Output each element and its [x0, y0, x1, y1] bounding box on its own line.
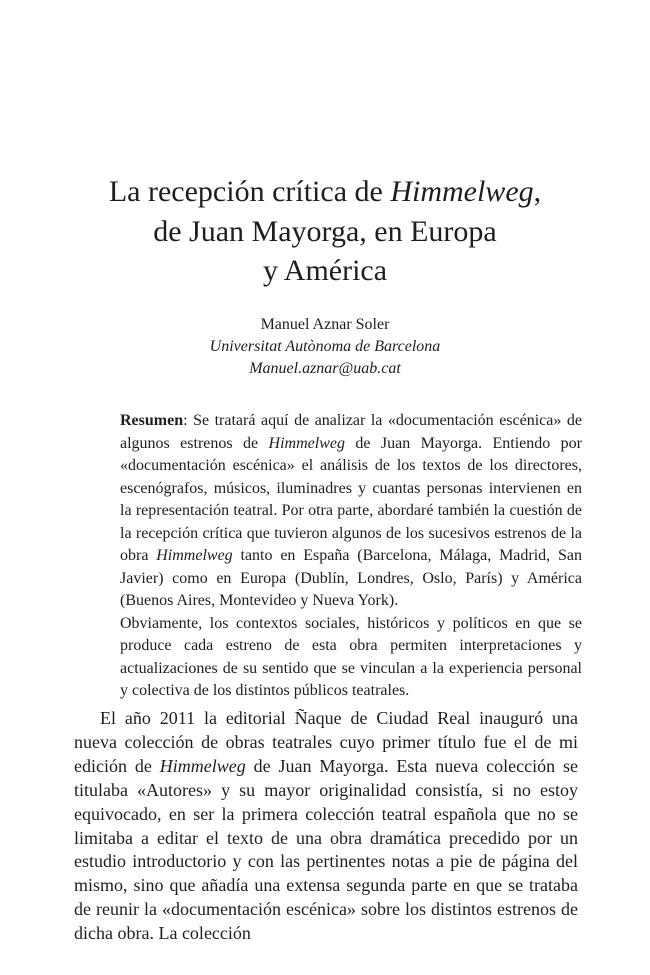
- abstract-text: de Juan Mayorga. Entiendo por «documentación escénica» el análisis de los textos de los directores, escenógrafos, músicos, iluminadres y cuantas personas intervienen en la representación teatral. Por otra parte, abordaré también la cuestión de la recepción crítica que tuvieron algunos de los sucesivos estrenos de la obra: [120, 434, 582, 564]
- author-email: Manuel.aznar@uab.cat: [249, 360, 401, 377]
- abstract-text: tanto en España (Barcelona, Málaga, Madrid, San Javier) como en Europa (Dublín, Londres, Oslo, París) y América (Buenos Aires, Montevideo y Nueva York).: [120, 547, 582, 609]
- title-comma: ,: [533, 175, 542, 208]
- author-block: [100, 314, 550, 380]
- body-paragraph: [74, 707, 578, 946]
- abstract: [120, 410, 582, 703]
- abstract-paragraph-1: [120, 410, 582, 613]
- body-text-span: El año 2011 la editorial Ñaque de Ciudad Real inauguró una nueva colección de obras teatrales cuyo primer título fue el de mi edición de: [74, 708, 578, 776]
- author-name: Manuel Aznar Soler: [260, 316, 390, 333]
- abstract-italic-work: Himmelweg: [156, 547, 233, 564]
- body-text: [74, 707, 578, 946]
- abstract-label: Resumen: [120, 412, 184, 429]
- body-text-span: de Juan Mayorga. Esta nueva colección se titulaba «Autores» y su mayor originalidad consistía, si no estoy equivocado, en ser la primera colección teatral española que no se limitaba a editar el texto de una obra dramática precedido por un estudio introductorio y con las pertinentes notas a pie de página del mismo, sino que añadía una extensa segunda parte en que se trataba de reunir la «documentación escénica» sobre los distintos estrenos de dicha obra. La colección: [74, 755, 578, 944]
- abstract-paragraph-2: Obviamente, los contextos sociales, históricos y políticos en que se produce cada estreno de esta obra permiten interpretaciones y actualizaciones de su sentido que se vinculan a la experiencia personal y colectiva de los distintos públicos teatrales.: [120, 614, 582, 699]
- title-line-1: [60, 172, 590, 212]
- abstract-text: : Se tratará aquí de analizar la «documentación escénica» de algunos estrenos de: [120, 412, 582, 452]
- title-line-2: de Juan Mayorga, en Europa: [153, 214, 497, 248]
- title-text: La recepción crítica de: [108, 175, 391, 208]
- title-line-3: y América: [262, 254, 388, 287]
- title-italic-work: Himmelweg: [390, 175, 534, 208]
- author-affiliation: Universitat Autònoma de Barcelona: [209, 338, 441, 355]
- article-title: [60, 172, 590, 291]
- abstract-italic-work: Himmelweg: [268, 434, 345, 452]
- body-italic-work: Himmelweg: [159, 755, 246, 776]
